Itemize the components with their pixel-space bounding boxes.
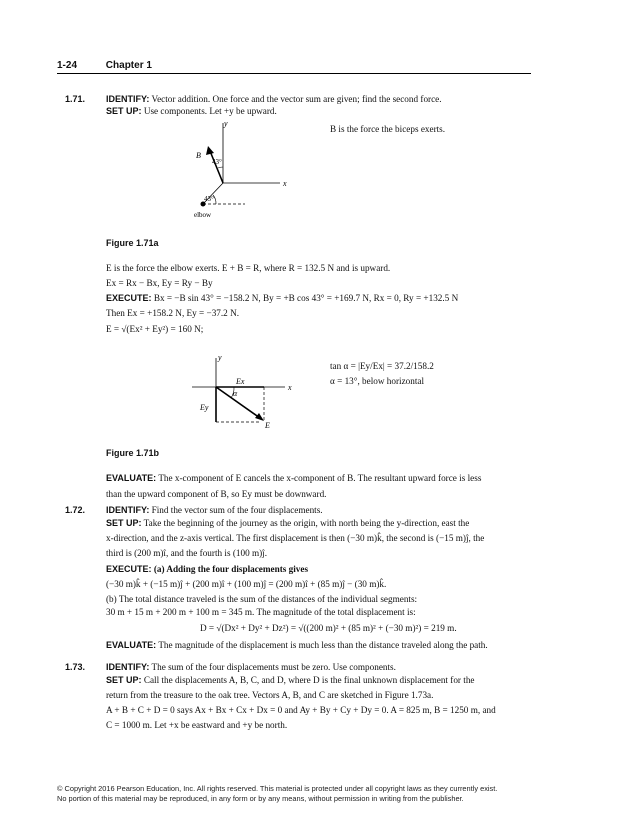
figure-caption: Figure 1.71b (106, 448, 160, 458)
figure-1-71a (190, 118, 310, 228)
identify-label: IDENTIFY: (106, 662, 150, 672)
identify-text: Vector addition. One force and the vector sum are given; find the second force. (151, 94, 442, 104)
execute-line (106, 563, 308, 575)
ey-label: Ey (200, 403, 209, 412)
figure-1-71b (190, 350, 300, 430)
setup-label: SET UP: (106, 518, 142, 528)
e-label: E (265, 421, 270, 430)
text-line: A + B + C + D = 0 says Ax + Bx + Cx + Dx = 0 and Ay + By + Cy + Dy = 0. A = 825 m, B = 1250 m, and (106, 705, 496, 715)
ex-label: Ex (236, 377, 245, 386)
setup-text: Take the beginning of the journey as the origin, with north being the y-direction, east the (143, 518, 470, 528)
evaluate-text: The magnitude of the displacement is much less than the distance traveled along the path. (158, 640, 488, 650)
text-line: x-direction, and the z-axis vertical. The first displacement is then (−30 m)k̂, the second is (−15 m)ĵ, the (106, 533, 485, 543)
problem-number: 1.73. (65, 662, 86, 672)
chapter-title: Chapter 1 (105, 60, 152, 71)
evaluate-text: The x-component of E cancels the x-component of B. The resultant upward force is less (158, 473, 482, 483)
footer-line: No portion of this material may be reproduced, in any form or by any means, without permission in writing from the publisher. (57, 794, 464, 803)
equation-line: E = √(Ex² + Ey²) = 160 N; (106, 324, 204, 334)
evaluate-line (106, 639, 488, 651)
tan-line: tan α = |Ey/Ex| = 37.2/158.2 (330, 361, 434, 371)
identify-text: The sum of the four displacements must be zero. Use components. (151, 662, 396, 672)
execute-text: Bx = −B sin 43° = −158.2 N, By = +B cos 43° = +169.7 N, Rx = 0, Ry = +132.5 N (153, 293, 459, 303)
arrowhead-icon (206, 146, 214, 155)
execute-text: (a) Adding the four displacements gives (153, 564, 309, 574)
setup-text: Use components. Let +y be upward. (143, 106, 277, 116)
angle-arc-top (218, 167, 223, 168)
execute-label: EXECUTE: (106, 564, 152, 574)
figure-note: B is the force the biceps exerts. (330, 124, 446, 134)
setup-line (106, 674, 475, 686)
identify-line (106, 661, 396, 673)
setup-label: SET UP: (106, 675, 142, 685)
figure-caption: Figure 1.71a (106, 238, 159, 248)
setup-line (106, 517, 469, 529)
evaluate-label: EVALUATE: (106, 640, 157, 650)
identify-label: IDENTIFY: (106, 94, 150, 104)
identify-line (106, 504, 323, 516)
alpha-line: α = 13°, below horizontal (330, 376, 425, 386)
text-line: than the upward component of B, so Ey must be downward. (106, 489, 327, 499)
elbow-label: elbow (194, 211, 212, 219)
e-arrow (216, 387, 260, 418)
y-axis-label: y (224, 119, 228, 128)
page-header (57, 60, 531, 74)
text-line: Then Ex = +158.2 N, Ey = −37.2 N. (106, 308, 240, 318)
b-label: B (196, 151, 201, 160)
x-axis-label: x (283, 179, 287, 188)
evaluate-line (106, 472, 481, 484)
text-line: third is (200 m)î, and the fourth is (100 m)ĵ. (106, 548, 268, 558)
copyright-footer (57, 784, 497, 804)
identify-text: Find the vector sum of the four displacements. (151, 505, 323, 515)
page-number: 1-24 (57, 60, 78, 71)
text-line: C = 1000 m. Let +x be eastward and +y be north. (106, 720, 288, 730)
identify-label: IDENTIFY: (106, 505, 150, 515)
x-axis-label: x (288, 383, 292, 392)
identify-line (106, 93, 442, 105)
setup-label: SET UP: (106, 106, 142, 116)
execute-line (106, 292, 458, 304)
text-line: return from the treasure to the oak tree. Vectors A, B, and C are sketched in Figure 1.73a. (106, 690, 434, 700)
problem-number: 1.72. (65, 505, 86, 515)
arrowhead-icon (255, 413, 264, 421)
angle-bottom-label: 43° (204, 195, 214, 203)
text-line: E is the force the elbow exerts. E + B = R, where R = 132.5 N and is upward. (106, 263, 391, 273)
y-axis-label: y (218, 353, 222, 362)
problem-number: 1.71. (65, 94, 86, 104)
equation-line: (−30 m)k̂ + (−15 m)ĵ + (200 m)î + (100 m)ĵ = (200 m)î + (85 m)ĵ − (30 m)k̂. (106, 579, 387, 589)
alpha-label: α (233, 389, 238, 398)
text-line: (b) The total distance traveled is the sum of the distances of the individual segments: (106, 594, 418, 604)
execute-label: EXECUTE: (106, 293, 152, 303)
evaluate-label: EVALUATE: (106, 473, 157, 483)
setup-text: Call the displacements A, B, C, and D, where D is the final unknown displacement for the (143, 675, 475, 685)
equation-line: D = √(Dx² + Dy² + Dz²) = √((200 m)² + (85 m)² + (−30 m)²) = 219 m. (200, 623, 457, 633)
text-line: Ex = Rx − Bx, Ey = Ry − By (106, 278, 213, 288)
text-line: 30 m + 15 m + 200 m + 100 m = 345 m. The magnitude of the total displacement is: (106, 607, 416, 617)
footer-line: © Copyright 2016 Pearson Education, Inc. All rights reserved. This material is protected under all copyright laws as they currently exist. (57, 784, 498, 793)
setup-line (106, 105, 277, 117)
angle-top-label: 43° (212, 158, 222, 166)
